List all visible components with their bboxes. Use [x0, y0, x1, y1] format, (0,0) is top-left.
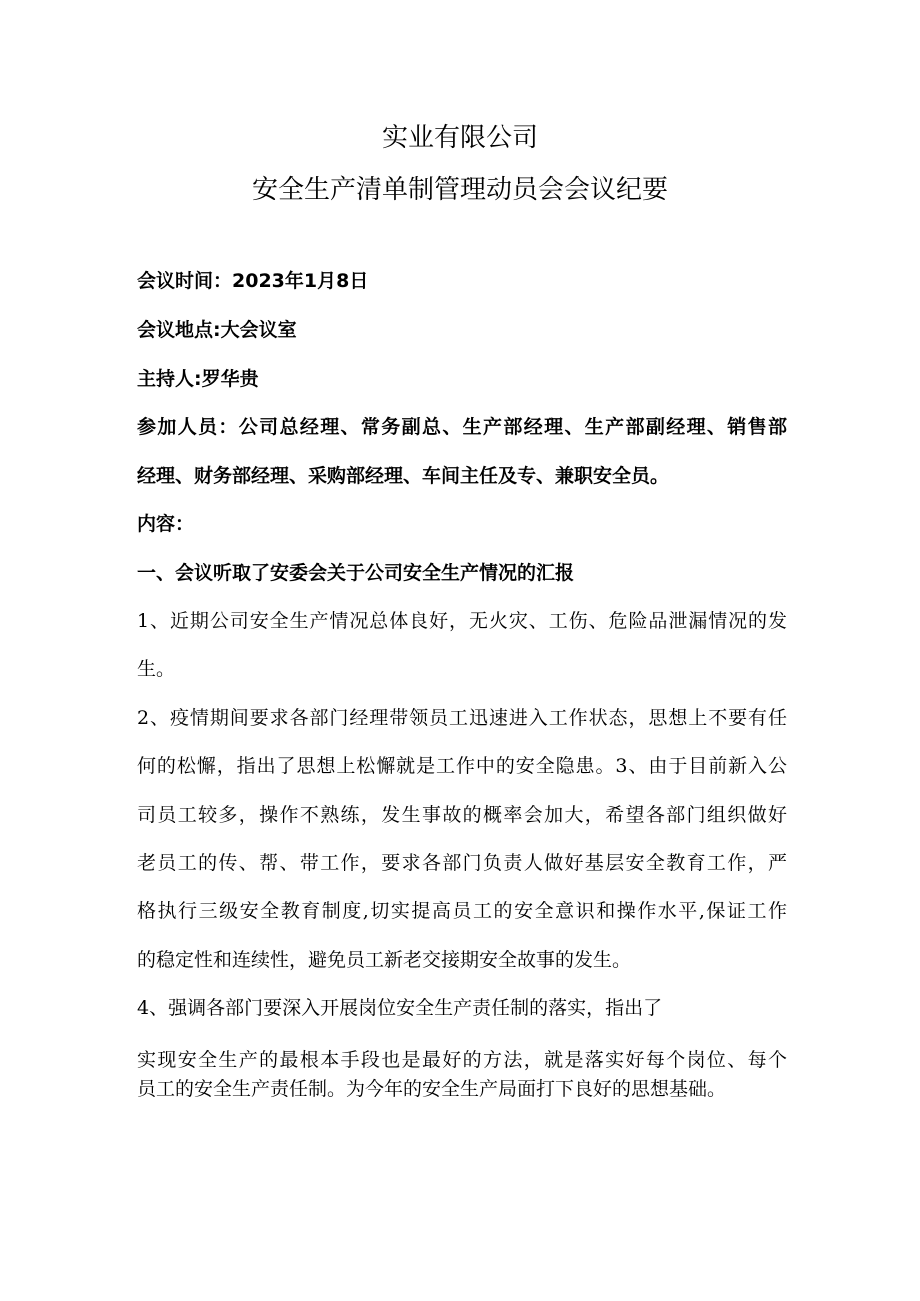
item-2-line-3: 司员工较多，操作不熟练，发生事故的概率会加大，希望各部门组织做好: [137, 804, 787, 826]
attendees-line-2: 经理、财务部经理、采购部经理、车间主任及专、兼职安全员。: [137, 465, 670, 487]
item-2-line-1: 2、疫情期间要求各部门经理带领员工迅速进入工作状态，思想上不要有任: [137, 707, 787, 729]
attendees-line-1: 参加人员：公司总经理、常务副总、生产部经理、生产部副经理、销售部: [137, 416, 787, 438]
meeting-time: 会议时间：2023年1月8日: [137, 270, 369, 292]
item-2-line-6: 的稳定性和连续性，避免员工新老交接期安全故事的发生。: [137, 949, 632, 971]
meeting-minutes-title: 安全生产清单制管理动员会会议纪要: [251, 175, 668, 205]
item-4-line-3: 员工的安全生产责任制。为今年的安全生产局面打下良好的思想基础。: [137, 1078, 727, 1100]
item-2-line-5: 格执行三级安全教育制度,切实提高员工的安全意识和操作水平,保证工作: [137, 900, 787, 922]
item-1-line-2: 生。: [137, 658, 176, 680]
content-label: 内容：: [137, 513, 195, 535]
item-2-line-4: 老员工的传、帮、带工作，要求各部门负责人做好基层安全教育工作，严: [137, 852, 787, 874]
meeting-host: 主持人:罗华贵: [137, 368, 259, 390]
item-4-line-1: 4、强调各部门要深入开展岗位安全生产责任制的落实，指出了: [137, 997, 663, 1019]
item-2-line-2: 何的松懈，指出了思想上松懈就是工作中的安全隐患。3、由于目前新入公: [137, 755, 787, 777]
item-4-line-2: 实现安全生产的最根本手段也是最好的方法，就是落实好每个岗位、每个: [137, 1049, 787, 1071]
meeting-place: 会议地点:大会议室: [137, 319, 297, 341]
item-1-line-1: 1、近期公司安全生产情况总体良好，无火灾、工伤、危险品泄漏情况的发: [137, 610, 787, 632]
company-title: 实业有限公司: [381, 123, 538, 153]
section-1-heading: 一、会议听取了安委会关于公司安全生产情况的汇报: [137, 562, 575, 584]
